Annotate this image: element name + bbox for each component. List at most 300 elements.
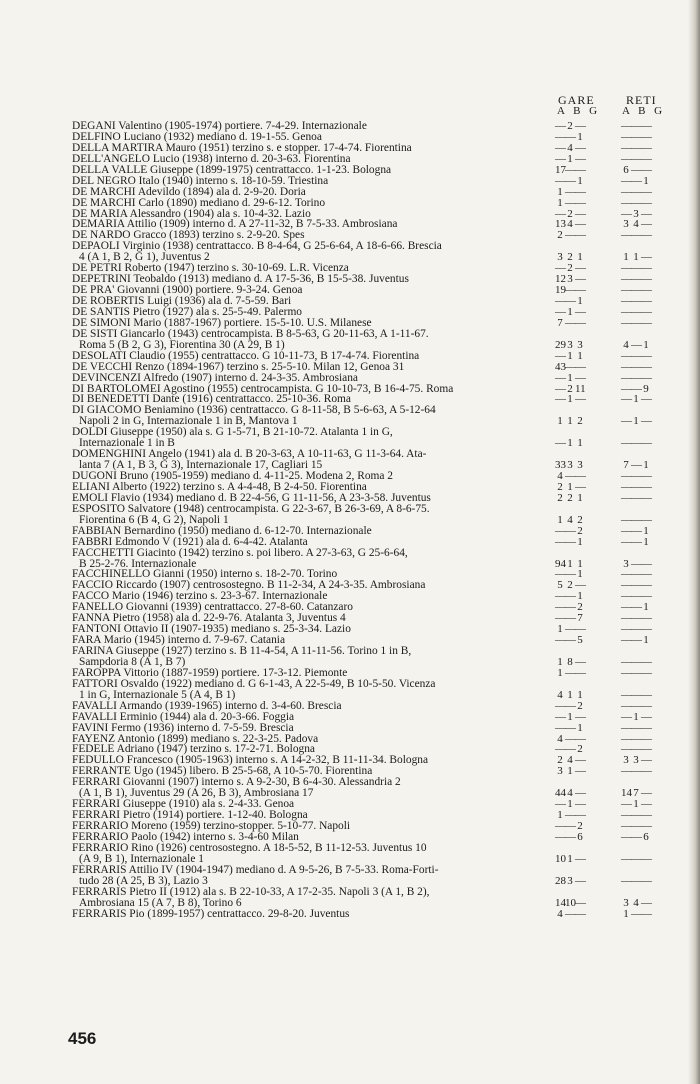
entry-line: [72, 187, 672, 198]
reti-values: [621, 537, 651, 548]
gare-cell: 1: [557, 196, 563, 209]
entry-text: FAYENZ Antonio (1899) mediano s. 22-3-25. Padova: [72, 732, 319, 745]
entry-text: FERRANTE Ugo (1945) libero. B 25-5-68, A 10-5-70. Fiorentina: [72, 765, 373, 778]
gare-cell: 1: [577, 130, 583, 143]
gare-cell: 1: [567, 152, 573, 165]
reti-cell: —: [621, 360, 632, 373]
entry-text: Napoli 2 in G, Internazionale 1 in B, Mantova 1: [79, 415, 298, 428]
gare-cell: 2: [567, 262, 573, 275]
entry-text: FACCHETTI Giacinto (1942) terzino s. poi libero. A 27-3-63, G 25-6-64,: [72, 546, 408, 559]
gare-cell: —: [555, 634, 566, 647]
reti-cell: —: [641, 820, 652, 832]
reti-cell: —: [641, 437, 652, 450]
reti-cell: —: [621, 732, 632, 745]
gare-cell: —: [565, 524, 576, 537]
gare-cell: 1: [567, 798, 573, 811]
gare-cell: —: [555, 820, 566, 832]
reti-cell: 7: [633, 787, 639, 800]
gare-cell: 29: [555, 338, 566, 351]
gare-cell: 2: [567, 207, 573, 220]
gare-values: [555, 351, 585, 362]
gare-cell: 3: [577, 459, 583, 472]
reti-cell: —: [641, 229, 652, 242]
reti-cell: —: [631, 513, 642, 526]
gare-cell: —: [555, 371, 566, 384]
gare-values: [555, 416, 585, 427]
reti-cell: —: [621, 371, 632, 384]
gare-values: [555, 493, 585, 504]
reti-cell: —: [631, 743, 642, 756]
reti-cell: —: [641, 732, 652, 745]
reti-cell: —: [621, 798, 632, 811]
reti-values: [621, 701, 651, 712]
reti-cell: —: [641, 360, 652, 373]
reti-cell: —: [641, 809, 652, 822]
reti-cell: —: [641, 557, 652, 570]
gare-cell: 3: [567, 273, 573, 286]
entry-text: DEMARIA Attilio (1909) interno d. A 27-11-32, B 7-5-33. Ambrosiana: [72, 218, 398, 231]
entry-text: FERRARIS Pio (1899-1957) centrattacco. 29-8-20. Juventus: [72, 907, 350, 920]
gare-cell: —: [565, 284, 576, 297]
reti-cell: —: [631, 830, 642, 843]
reti-cell: —: [641, 787, 652, 800]
reti-abg: A B G: [622, 105, 666, 117]
gare-cell: 2: [577, 699, 583, 712]
entry-text: FERRARIS Pietro II (1912) ala s. B 22-10-33, A 17-2-35. Napoli 3 (A 1, B 2),: [72, 885, 430, 898]
entry-text: FABBRI Edmondo V (1921) ala d. 6-4-42. Atalanta: [72, 535, 308, 548]
reti-cell: —: [631, 338, 642, 351]
gare-cell: —: [565, 634, 576, 647]
reti-values: [621, 832, 651, 843]
gare-cell: 1: [557, 666, 563, 679]
reti-cell: —: [631, 557, 642, 570]
gare-cell: —: [575, 852, 586, 865]
reti-cell: —: [621, 393, 632, 406]
entry-text: DE PRA' Giovanni (1900) portiere. 9-3-24. Genoa: [72, 284, 303, 297]
reti-cell: —: [641, 141, 652, 154]
reti-cell: —: [641, 305, 652, 318]
entry-text: FERRARIO Rino (1926) centrosostegno. A 18-5-52, B 11-12-53. Juventus 10: [72, 841, 427, 854]
gare-cell: 19: [555, 284, 566, 297]
entry-line: [72, 909, 672, 920]
gare-cell: 2: [567, 251, 573, 264]
reti-values: [621, 198, 651, 209]
reti-cell: —: [621, 152, 632, 165]
reti-values: [621, 373, 651, 384]
gare-cell: —: [575, 470, 586, 482]
reti-cell: —: [641, 349, 652, 362]
reti-cell: 3: [623, 557, 629, 570]
reti-cell: 3: [633, 754, 639, 767]
gare-values: [555, 876, 585, 887]
reti-cell: 1: [643, 601, 649, 614]
reti-cell: —: [621, 710, 632, 723]
gare-cell: 44: [555, 787, 566, 800]
entry-text: FEDULLO Francesco (1905-1963) interno s. A 14-2-32, B 11-11-34. Bologna: [72, 754, 429, 767]
gare-cell: —: [565, 743, 576, 756]
reti-cell: —: [641, 295, 652, 307]
reti-cell: —: [631, 655, 642, 668]
gare-values: [555, 712, 585, 723]
entry-text: DELLA MARTIRA Mauro (1951) terzino s. e stopper. 17-4-74. Fiorentina: [72, 141, 412, 154]
reti-cell: —: [631, 371, 642, 384]
gare-cell: 1: [577, 721, 583, 734]
reti-cell: —: [621, 524, 632, 537]
reti-cell: —: [621, 415, 632, 428]
gare-cell: 3: [567, 874, 573, 887]
reti-cell: —: [631, 568, 642, 581]
reti-values: [621, 351, 651, 362]
reti-values: [621, 526, 651, 537]
reti-cell: 7: [623, 459, 629, 472]
entry-text: DI GIACOMO Beniamino (1936) centrattacco. G 8-11-58, B 5-6-63, A 5-12-64: [72, 404, 436, 417]
reti-cell: —: [641, 590, 652, 603]
reti-cell: —: [621, 185, 632, 198]
entry-text: FATTORI Osvaldo (1922) mediano d. G 6-1-43, A 22-5-49, B 10-5-50. Vicenza: [72, 677, 436, 690]
entry-text: (A 9, B 1), Internazionale 1: [79, 852, 204, 865]
gare-cell: 1: [577, 174, 583, 187]
gare-cell: —: [565, 623, 576, 636]
entry-text: FEDELE Adriano (1947) terzino s. 17-2-71. Bologna: [72, 743, 315, 756]
gare-cell: 2: [577, 415, 583, 428]
gare-cell: 1: [567, 557, 573, 570]
reti-cell: —: [641, 743, 652, 756]
entry-text: DEGANI Valentino (1905-1974) portiere. 7-4-29. Internazionale: [72, 120, 367, 132]
gare-cell: —: [555, 262, 566, 275]
gare-cell: 1: [567, 852, 573, 865]
gare-cell: 14: [555, 896, 566, 909]
entry-text: 1 in G, Internazionale 5 (A 4, B 1): [79, 688, 236, 701]
gare-cell: 3: [567, 459, 573, 472]
reti-cell: —: [621, 349, 632, 362]
reti-cell: —: [621, 382, 632, 395]
gare-cell: —: [575, 765, 586, 778]
gare-cell: 1: [567, 393, 573, 406]
gare-cell: 1: [557, 655, 563, 668]
reti-cell: —: [621, 513, 632, 526]
gare-cell: 1: [577, 349, 583, 362]
entry-line: [72, 526, 672, 537]
reti-cell: 1: [643, 459, 649, 472]
gare-cell: 3: [567, 338, 573, 351]
gare-cell: —: [555, 152, 566, 165]
reti-cell: —: [631, 579, 642, 592]
gare-cell: —: [575, 207, 586, 220]
entry-text: FANTONI Ottavio II (1907-1935) mediano s. 25-3-34. Lazio: [72, 623, 351, 636]
gare-cell: 1: [577, 251, 583, 264]
reti-cell: —: [631, 349, 642, 362]
reti-cell: —: [621, 273, 632, 286]
gare-cell: —: [565, 185, 576, 198]
entry-line: [72, 723, 672, 734]
entry-text: FAVINI Fermo (1936) interno d. 7-5-59. Brescia: [72, 721, 294, 734]
gare-cell: 4: [557, 907, 563, 920]
gare-cell: —: [565, 809, 576, 822]
page-number: 456: [68, 1029, 97, 1048]
gare-cell: 28: [555, 874, 566, 887]
reti-cell: 4: [633, 218, 639, 231]
reti-cell: —: [641, 666, 652, 679]
gare-cell: —: [565, 732, 576, 745]
reti-cell: —: [641, 196, 652, 209]
page-edge-shadow: [688, 0, 700, 1084]
entry-text: FAVALLI Armando (1939-1965) interno d. 3-4-60. Brescia: [72, 699, 342, 712]
reti-values: [621, 416, 651, 427]
entry-line: [72, 537, 672, 548]
gare-cell: 1: [567, 415, 573, 428]
entry-text: (A 1, B 1), Juventus 29 (A 26, B 3), Ambrosiana 17: [79, 787, 314, 800]
gare-cell: —: [575, 360, 586, 373]
gare-cell: 2: [557, 491, 563, 504]
gare-cell: —: [555, 743, 566, 756]
reti-cell: —: [631, 152, 642, 165]
gare-cell: 4: [567, 218, 573, 231]
gare-cell: —: [555, 207, 566, 220]
entry-line: [72, 548, 672, 559]
gare-cell: —: [575, 229, 586, 242]
gare-cell: 1: [557, 415, 563, 428]
reti-values: [621, 187, 651, 198]
gare-cell: 2: [557, 480, 563, 493]
gare-cell: —: [575, 152, 586, 165]
reti-cell: —: [621, 743, 632, 756]
gare-cell: —: [565, 316, 576, 329]
gare-cell: —: [555, 830, 566, 843]
reti-cell: —: [621, 535, 632, 548]
gare-cell: —: [555, 568, 566, 581]
entry-text: B 25-2-76. Internazionale: [79, 557, 197, 570]
reti-cell: —: [631, 820, 642, 832]
gare-cell: 4: [567, 754, 573, 767]
entry-line: [72, 362, 672, 373]
gare-cell: 17: [555, 163, 566, 176]
gare-values: [555, 537, 585, 548]
reti-cell: —: [621, 830, 632, 843]
gare-cell: 4: [567, 141, 573, 154]
reti-cell: —: [631, 721, 642, 734]
entry-text: FACCIO Riccardo (1907) centrosostegno. B 11-2-34, A 24-3-35. Ambrosiana: [72, 579, 426, 592]
reti-cell: —: [631, 907, 642, 920]
entry-text: DE SANTIS Pietro (1927) ala s. 25-5-49. Palermo: [72, 305, 302, 318]
reti-cell: 1: [643, 174, 649, 187]
reti-values: [621, 854, 651, 865]
reti-cell: 1: [643, 535, 649, 548]
reti-cell: —: [641, 798, 652, 811]
gare-cell: 1: [577, 491, 583, 504]
reti-cell: —: [621, 655, 632, 668]
gare-cell: —: [555, 437, 566, 450]
gare-values: [555, 438, 585, 449]
gare-cell: —: [555, 721, 566, 734]
gare-cell: 3: [557, 765, 563, 778]
reti-cell: —: [621, 305, 632, 318]
reti-cell: —: [621, 141, 632, 154]
gare-cell: 1: [577, 590, 583, 603]
reti-cell: —: [641, 251, 652, 264]
reti-cell: —: [621, 852, 632, 865]
gare-cell: 7: [557, 316, 563, 329]
reti-cell: —: [641, 130, 652, 143]
gare-cell: 2: [567, 491, 573, 504]
reti-values: [621, 668, 651, 679]
entry-text: DI BENEDETTI Dante (1916) centrattacco. 25-10-36. Roma: [72, 393, 351, 406]
gare-cell: 1: [567, 371, 573, 384]
reti-cell: —: [641, 688, 652, 701]
gare-cell: 2: [567, 120, 573, 132]
reti-heading: RETI: [626, 93, 657, 107]
reti-cell: —: [621, 820, 632, 832]
reti-values: [621, 230, 651, 241]
reti-values: [621, 712, 651, 723]
entry-line: [72, 701, 672, 712]
entry-text: Internazionale 1 in B: [79, 437, 175, 450]
reti-cell: —: [641, 754, 652, 767]
gare-cell: —: [575, 666, 586, 679]
reti-cell: —: [631, 470, 642, 482]
gare-cell: —: [565, 196, 576, 209]
reti-cell: —: [621, 437, 632, 450]
gare-values: [555, 176, 585, 187]
reti-cell: 1: [633, 798, 639, 811]
gare-cell: 5: [557, 579, 563, 592]
gare-cell: 4: [557, 688, 563, 701]
entry-text: Fiorentina 6 (B 4, G 2), Napoli 1: [79, 513, 229, 526]
reti-values: [621, 909, 651, 920]
gare-cell: —: [565, 601, 576, 614]
reti-cell: —: [621, 470, 632, 482]
reti-cell: —: [631, 316, 642, 329]
gare-cell: 1: [567, 710, 573, 723]
reti-cell: —: [631, 666, 642, 679]
gare-values: [555, 766, 585, 777]
reti-cell: —: [621, 721, 632, 734]
gare-cell: —: [565, 535, 576, 548]
gare-cell: —: [575, 798, 586, 811]
gare-cell: 3: [577, 338, 583, 351]
reti-values: [621, 362, 651, 373]
reti-cell: —: [631, 185, 642, 198]
reti-cell: —: [621, 623, 632, 636]
reti-cell: —: [641, 371, 652, 384]
reti-cell: —: [641, 699, 652, 712]
gare-cell: —: [565, 130, 576, 143]
reti-cell: —: [631, 601, 642, 614]
gare-values: [555, 909, 585, 920]
entry-line: [72, 712, 672, 723]
reti-cell: —: [631, 163, 642, 176]
gare-values: [555, 526, 585, 537]
entry-text: DEPAOLI Virginio (1938) centrattacco. B 8-4-64, G 25-6-64, A 18-6-66. Brescia: [72, 240, 442, 253]
reti-cell: —: [631, 196, 642, 209]
reti-cell: —: [631, 732, 642, 745]
entry-text: DE MARCHI Carlo (1890) mediano d. 29-6-12. Torino: [72, 196, 326, 209]
gare-cell: —: [575, 218, 586, 231]
gare-cell: 1: [577, 557, 583, 570]
reti-cell: —: [641, 491, 652, 504]
entry-text: DE SISTI Giancarlo (1943) centrocampista. B 8-5-63, G 20-11-63, A 1-11-67.: [72, 327, 429, 340]
reti-cell: —: [641, 470, 652, 482]
reti-cell: —: [641, 765, 652, 778]
reti-cell: —: [641, 852, 652, 865]
gare-cell: —: [555, 590, 566, 603]
reti-cell: —: [621, 568, 632, 581]
gare-cell: —: [555, 535, 566, 548]
reti-cell: —: [631, 305, 642, 318]
gare-cell: —: [575, 273, 586, 286]
reti-cell: —: [631, 120, 642, 132]
gare-cell: 2: [567, 579, 573, 592]
gare-cell: —: [555, 393, 566, 406]
gare-cell: —: [575, 754, 586, 767]
reti-cell: 1: [633, 415, 639, 428]
gare-values: [555, 373, 585, 384]
gare-cell: —: [555, 120, 566, 132]
gare-values: [555, 668, 585, 679]
reti-cell: —: [641, 480, 652, 493]
column-header: [0, 93, 700, 123]
gare-cell: —: [575, 896, 586, 909]
reti-cell: —: [621, 229, 632, 242]
entry-text: DE PETRI Roberto (1947) terzino s. 30-10-69. L.R. Vicenza: [72, 262, 349, 275]
gare-cell: —: [555, 305, 566, 318]
entry-text: DELL'ANGELO Lucio (1938) interno d. 20-3-63. Fiorentina: [72, 152, 351, 165]
gare-cell: 2: [577, 524, 583, 537]
reti-cell: —: [641, 393, 652, 406]
gare-cell: 1: [557, 185, 563, 198]
reti-cell: —: [631, 634, 642, 647]
entry-text: ESPOSITO Salvatore (1948) centrocampista. G 22-3-67, B 26-3-69, A 8-6-75.: [72, 502, 430, 515]
gare-cell: 2: [577, 743, 583, 756]
gare-cell: 1: [567, 437, 573, 450]
gare-cell: —: [555, 174, 566, 187]
gare-cell: —: [565, 699, 576, 712]
reti-values: [621, 635, 651, 646]
entry-text: Roma 5 (B 2, G 3), Fiorentina 30 (A 29, B 1): [79, 338, 285, 351]
reti-cell: 1: [633, 251, 639, 264]
gare-cell: —: [575, 874, 586, 887]
entry-text: DEL NEGRO Italo (1940) interno s. 18-10-59. Triestina: [72, 174, 329, 187]
gare-cell: —: [575, 262, 586, 275]
gare-cell: —: [575, 141, 586, 154]
gare-cell: —: [565, 163, 576, 176]
reti-cell: —: [631, 174, 642, 187]
reti-cell: —: [641, 316, 652, 329]
gare-cell: 3: [557, 251, 563, 264]
gare-cell: —: [575, 480, 586, 493]
reti-cell: —: [641, 623, 652, 636]
reti-cell: —: [621, 874, 632, 887]
gare-cell: 1: [577, 535, 583, 548]
gare-cell: 1: [557, 623, 563, 636]
gare-values: [555, 198, 585, 209]
entry-text: ELIANI Alberto (1922) terzino s. A 4-4-48, B 2-4-50. Fiorentina: [72, 480, 367, 493]
gare-cell: —: [565, 568, 576, 581]
entry-text: DELFINO Luciano (1932) mediano d. 19-1-55. Genoa: [72, 130, 322, 143]
reti-values: [621, 766, 651, 777]
reti-cell: —: [621, 262, 632, 275]
entry-text: FERRARIS Attilio IV (1904-1947) mediano d. A 9-5-26, B 7-5-33. Roma-Forti-: [72, 863, 439, 876]
gare-cell: —: [575, 196, 586, 209]
reti-cell: —: [641, 874, 652, 887]
entry-line: [72, 176, 672, 187]
reti-cell: 1: [623, 907, 629, 920]
reti-cell: —: [641, 896, 652, 909]
gare-cell: —: [555, 130, 566, 143]
gare-cell: 33: [555, 459, 566, 472]
gare-cell: 2: [557, 754, 563, 767]
gare-cell: 13: [555, 218, 566, 231]
entry-text: FAVALLI Erminio (1944) ala d. 20-3-66. Foggia: [72, 710, 295, 723]
